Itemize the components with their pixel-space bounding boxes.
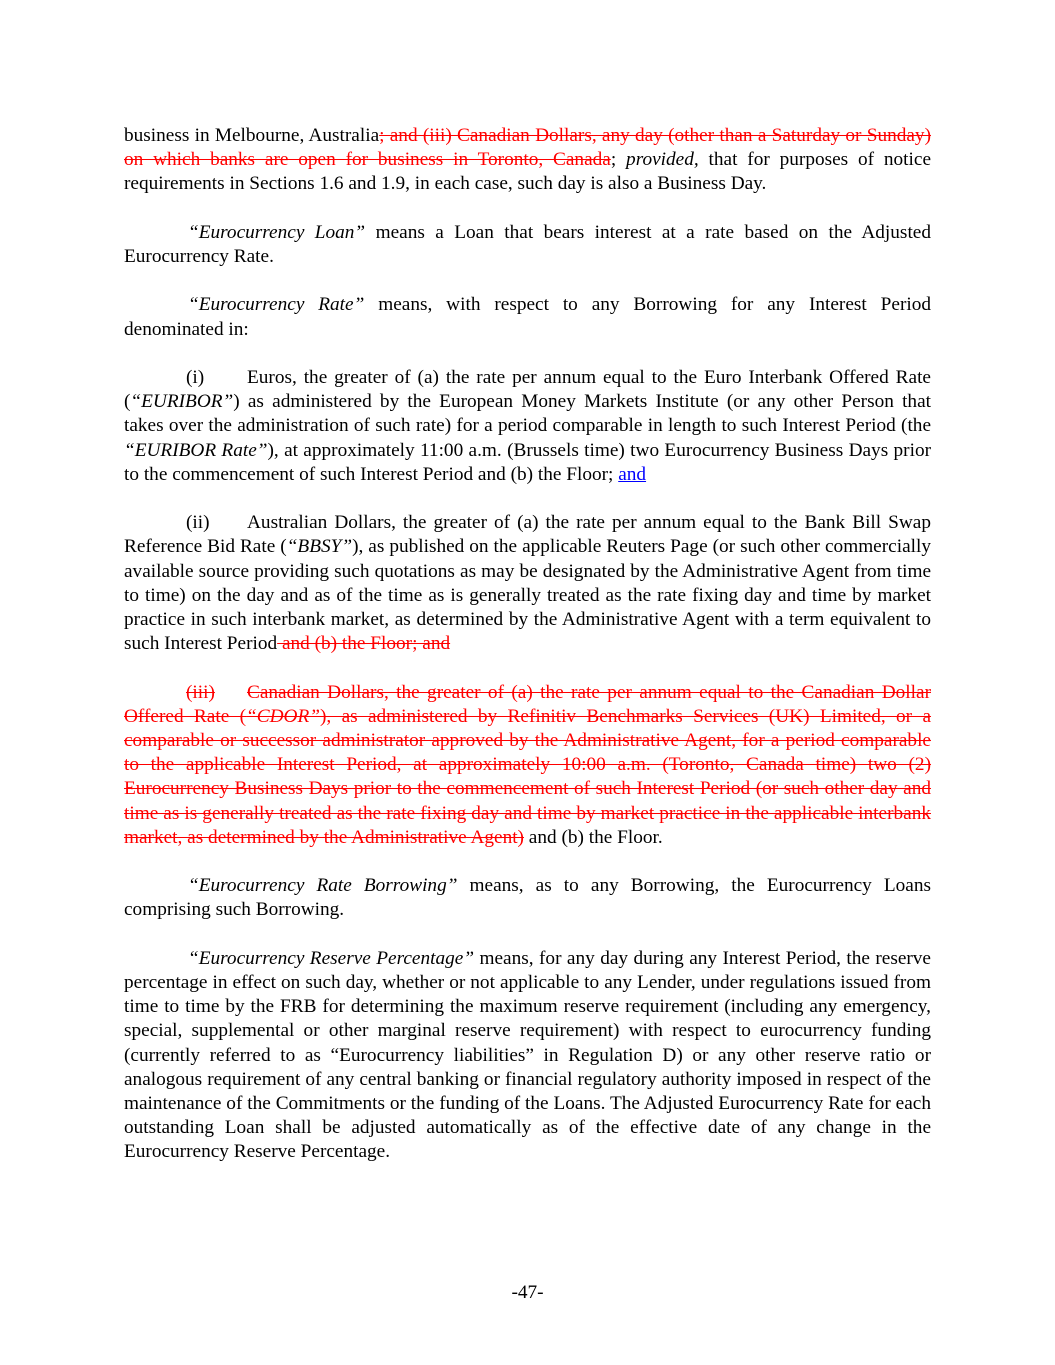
item-number: (iii) <box>186 681 215 703</box>
defined-term: “Eurocurrency Rate” <box>188 294 365 316</box>
text-run: Euros, the greater of (a) the rate per annum equal to the Euro Interbank Offered Rate ( <box>124 366 931 413</box>
definition-text: means, for any day during any Interest Period, the reserve percentage in effect on such day, whether or not applicable to any Lender, under regulations issued from time to time by the FRB for determining the maximum reserve requirement (including any emergency, special, supplemental or other marginal reserve requirement) with respect to eurocurrency funding (currently referred to as “Eurocurrency liabilities” in Regulation D) or any other reserve ratio or analogous requirement of any central banking or financial regulatory authority imposed in respect of the maintenance of the Commitments or the funding of the Loans. The Adjusted Eurocurrency Rate for each outstanding Loan shall be adjusted automatically as of the effective date of any change in the Eurocurrency Reserve Percentage. <box>124 947 931 1163</box>
item-number: (i) <box>186 366 205 388</box>
text-run: ; <box>610 149 627 171</box>
list-item-australian-dollars <box>124 511 931 656</box>
text-run: that for purposes of notice requirements in Sections 1.6 and 1.9, in each case, such day is also a Business Day. <box>124 149 932 195</box>
italic-text: provided, <box>626 149 699 171</box>
definition-eurocurrency-loan <box>124 221 931 269</box>
definition-eurocurrency-rate-borrowing <box>124 874 931 922</box>
definition-text: means, with respect to any Borrowing for any Interest Period denominated in: <box>124 294 931 340</box>
item-number: (ii) <box>186 512 210 534</box>
italic-text: “EURIBOR Rate” <box>124 439 268 461</box>
deleted-text: ), as administered by Refinitiv Benchmarks Services (UK) Limited, or a comparable or successor administrator approved by the Administrative Agent, for a period comparable to the applicable Interest Period, at approximately 10:00 a.m. (Toronto, Canada time) two (2) Eurocurrency Business Days prior to the commencement of such Interest Period (or such other day and time as is generally treated as the rate fixing day and time by market practice in the applicable interbank market, as determined by the Administrative Agent) <box>124 705 932 848</box>
page-number: -47- <box>511 1282 544 1303</box>
defined-term: “Eurocurrency Reserve Percentage” <box>188 947 475 969</box>
inserted-text: and <box>618 463 647 485</box>
deleted-text: ; and (iii) Canadian Dollars, any day (other than a Saturday or Sunday) on which banks are open for business in Toronto, Canada <box>124 125 931 171</box>
list-item-canadian-dollars <box>124 681 931 850</box>
text-run: Australian Dollars, the greater of (a) the rate per annum equal to the Bank Bill Swap Reference Bid Rate ( <box>124 512 931 558</box>
definition-text: means a Loan that bears interest at a rate based on the Adjusted Eurocurrency Rate. <box>124 221 931 267</box>
document-body <box>124 124 931 1189</box>
definition-text: means, as to any Borrowing, the Eurocurrency Loans comprising such Borrowing. <box>124 875 931 921</box>
definition-eurocurrency-reserve-percentage <box>124 947 931 1165</box>
deleted-text: and (b) the Floor; and <box>277 633 451 655</box>
text-run: business in Melbourne, Australia <box>124 125 380 146</box>
italic-text: “BBSY” <box>286 536 353 558</box>
deleted-text: Canadian Dollars, the greater of (a) the rate per annum equal to the Canadian Dollar Offered Rate ( <box>124 681 931 727</box>
text-run: ), at approximately 11:00 a.m. (Brussels time) two Eurocurrency Business Days prior to the commencement of such Interest Period and (b) the Floor; <box>124 439 932 485</box>
definition-eurocurrency-rate <box>124 293 931 341</box>
text-run: and (b) the Floor. <box>523 826 663 848</box>
business-day-continuation <box>124 124 931 197</box>
defined-term: “Eurocurrency Rate Borrowing” <box>188 875 458 897</box>
text-run: ), as published on the applicable Reuters Page (or such other commercially available source providing such quotations as may be designated by the Administrative Agent from time to time) on the day and as of the time as is generally treated as the rate fixing day and time by market practice in such interbank market, as determined by the Administrative Agent with a term equivalent to such Interest Period <box>124 536 931 655</box>
list-item-euros <box>124 366 931 487</box>
defined-term: “Eurocurrency Loan” <box>188 221 366 243</box>
deleted-italic-text: “CDOR” <box>246 705 320 727</box>
italic-text: “EURIBOR” <box>130 391 234 413</box>
text-run: ) as administered by the European Money Markets Institute (or any other Person that takes over the administration of such rate) for a period comparable in length to such Interest Period (the <box>124 391 931 437</box>
